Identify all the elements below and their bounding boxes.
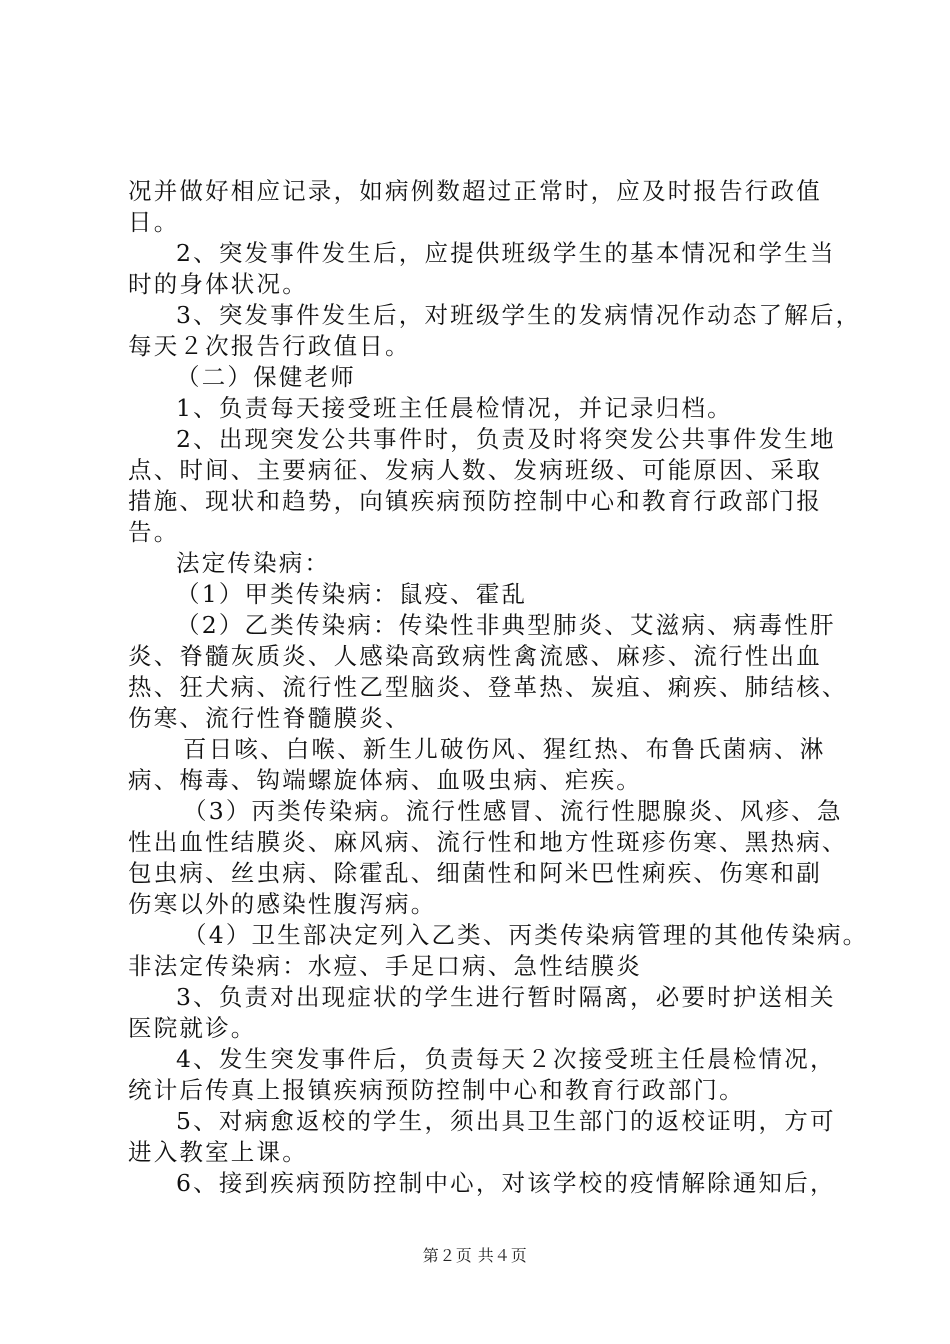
paragraph-line: 时的身体状况。 [128, 270, 308, 298]
paragraph-line: 3、负责对出现症状的学生进行暂时隔离，必要时护送相关 [176, 983, 836, 1011]
paragraph-line: 统计后传真上报镇疾病预防控制中心和教育行政部门。 [128, 1076, 745, 1104]
paragraph-line: 医院就诊。 [128, 1014, 257, 1042]
paragraph-line: 4、发生突发事件后，负责每天２次接受班主任晨检情况， [176, 1045, 836, 1073]
paragraph-line: （2）乙类传染病：传染性非典型肺炎、艾滋病、病毒性肝 [176, 611, 836, 639]
paragraph-line: 告。 [128, 518, 180, 546]
paragraph-line: 5、对病愈返校的学生，须出具卫生部门的返校证明，方可 [176, 1107, 836, 1135]
paragraph-line: 2、突发事件发生后，应提供班级学生的基本情况和学生当 [176, 239, 836, 267]
paragraph-line: 点、时间、主要病征、发病人数、发病班级、可能原因、采取 [128, 456, 822, 484]
paragraph-line: 每天２次报告行政值日。 [128, 332, 411, 360]
paragraph-line: 进入教室上课。 [128, 1138, 308, 1166]
page-number-footer: 第２页 共４页 [422, 1246, 528, 1265]
paragraph-line: 措施、现状和趋势，向镇疾病预防控制中心和教育行政部门报 [128, 487, 822, 515]
paragraph-line: 况并做好相应记录，如病例数超过正常时，应及时报告行政值 [128, 177, 822, 205]
paragraph-line: 非法定传染病：水痘、手足口病、急性结膜炎 [128, 952, 642, 980]
paragraph-line: 1、负责每天接受班主任晨检情况，并记录归档。 [176, 394, 733, 422]
paragraph-line: 伤寒以外的感染性腹泻病。 [128, 890, 437, 918]
paragraph-line: （3）丙类传染病。流行性感冒、流行性腮腺炎、风疹、急 [183, 797, 843, 825]
paragraph-line: 6、接到疾病预防控制中心，对该学校的疫情解除通知后， [176, 1169, 836, 1197]
paragraph-line: （4）卫生部决定列入乙类、丙类传染病管理的其他传染病。 [183, 921, 869, 949]
paragraph-line: （1）甲类传染病：鼠疫、霍乱 [176, 580, 528, 608]
paragraph-line: 伤寒、流行性脊髓膜炎、 [128, 704, 411, 732]
document-body [128, 176, 869, 1199]
paragraph-line: 包虫病、丝虫病、除霍乱、细菌性和阿米巴性痢疾、伤寒和副 [128, 859, 822, 887]
paragraph-line: 病、梅毒、钩端螺旋体病、血吸虫病、疟疾。 [128, 766, 642, 794]
paragraph-line: 日。 [128, 208, 180, 236]
paragraph-line: 2、出现突发公共事件时，负责及时将突发公共事件发生地 [176, 425, 836, 453]
paragraph-line: 百日咳、白喉、新生儿破伤风、猩红热、布鲁氏菌病、淋 [183, 735, 826, 763]
paragraph-line: 3、突发事件发生后，对班级学生的发病情况作动态了解后， [176, 301, 862, 329]
section-heading: （二）保健老师 [176, 363, 356, 391]
paragraph-line: 炎、脊髓灰质炎、人感染高致病性禽流感、麻疹、流行性出血 [128, 642, 822, 670]
subheading-legal-diseases: 法定传染病： [176, 549, 331, 577]
paragraph-line: 性出血性结膜炎、麻风病、流行性和地方性斑疹伤寒、黑热病、 [128, 828, 848, 856]
paragraph-line: 热、狂犬病、流行性乙型脑炎、登革热、炭疽、痢疾、肺结核、 [128, 673, 848, 701]
